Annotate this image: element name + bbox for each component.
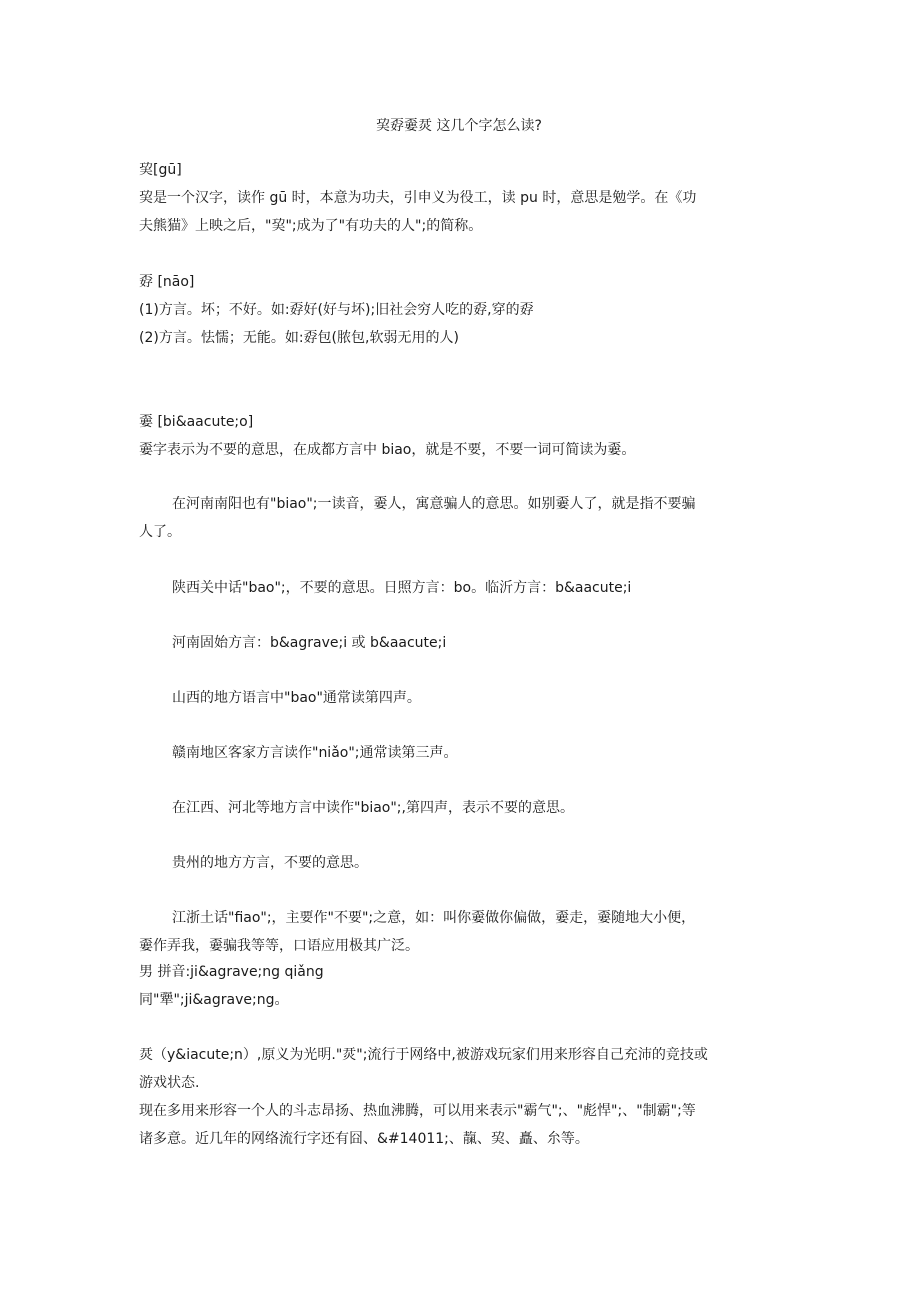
heading-biao: 嫑 [bi&aacute;o] xyxy=(139,414,254,430)
biao-shanxi: 山西的地方语言中"bao"通常读第四声。 xyxy=(172,690,421,706)
heading-nao: 孬 [nāo] xyxy=(139,274,195,290)
nao-line-1: (1)方言。坏；不好。如:孬好(好与坏);旧社会穷人吃的孬,穿的孬 xyxy=(139,302,534,318)
biao-intro: 嫑字表示为不要的意思，在成都方言中 biao，就是不要，不要一词可简读为嫑。 xyxy=(139,442,636,458)
gong-line-2: 夫熊猫》上映之后，"巭";成为了"有功夫的人";的简称。 xyxy=(139,218,483,234)
yin-line-1: 烎（y&iacute;n）,原义为光明."烎";流行于网络中,被游戏玩家们用来形容自己充沛的竞技或 xyxy=(139,1047,708,1063)
gong-line-1: 巭是一个汉字，读作 gū 时，本意为功夫，引申义为役工，读 pu 时，意思是勉学。在《功 xyxy=(139,190,697,206)
nao-line-2: (2)方言。怯懦；无能。如:孬包(脓包,软弱无用的人) xyxy=(139,330,459,346)
document-title: 巭孬嫑烎 这几个字怎么读? xyxy=(376,118,542,134)
biao-henan: 河南固始方言：b&agrave;i 或 b&aacute;i xyxy=(172,635,447,651)
yin-line-2: 游戏状态. xyxy=(139,1075,200,1091)
biao-jiangzhe-line-1: 江浙土话"fiao";，主要作"不要";之意，如：叫你嫑做你偏做，嫑走，嫑随地大小便， xyxy=(172,910,696,926)
biao-para1-line-1: 在河南南阳也有"biao";一读音，嫑人，寓意骗人的意思。如别嫑人了，就是指不要骗 xyxy=(172,496,696,512)
biao-jiangxi: 在江西、河北等地方言中读作"biao";,第四声，表示不要的意思。 xyxy=(172,800,574,816)
yin-line-3: 现在多用来形容一个人的斗志昂扬、热血沸腾，可以用来表示"霸气";、"彪悍";、"制霸";等 xyxy=(139,1103,696,1119)
yin-line-4: 诸多意。近几年的网络流行字还有囧、&#14011;、靝、巭、矗、厼等。 xyxy=(139,1131,589,1147)
biao-shaanxi: 陕西关中话"bao";，不要的意思。日照方言：bo。临沂方言：b&aacute;i xyxy=(172,580,632,596)
biao-jiangzhe-line-2: 嫑作弄我，嫑骗我等等，口语应用极其广泛。 xyxy=(139,938,419,954)
biao-gannan: 赣南地区客家方言读作"niǎo";通常读第三声。 xyxy=(172,745,458,761)
jiang-line: 同"犟";ji&agrave;ng。 xyxy=(139,992,289,1008)
biao-para1-line-2: 人了。 xyxy=(139,524,181,540)
heading-jiang: 男 拼音:ji&agrave;ng qiǎng xyxy=(139,964,324,980)
biao-guizhou: 贵州的地方方言，不要的意思。 xyxy=(172,855,368,871)
heading-gong: 巭[gū] xyxy=(139,162,182,178)
